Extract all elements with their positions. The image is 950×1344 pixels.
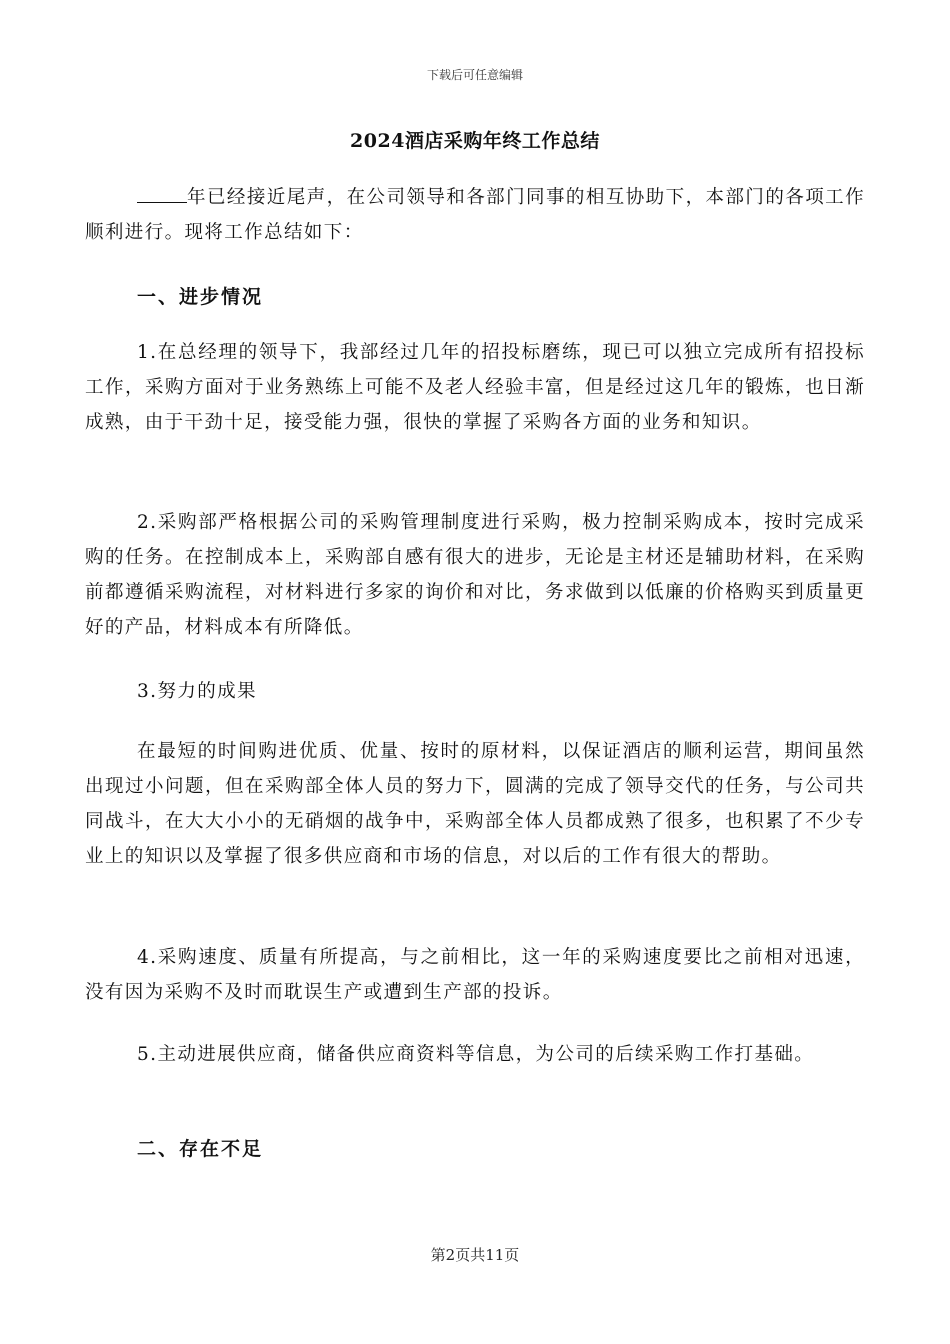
document-title: 2024酒店采购年终工作总结 xyxy=(350,130,600,152)
intro-text: 年已经接近尾声，在公司领导和各部门同事的相互协助下，本部门的各项工作顺利进行。现将工作总结如下： xyxy=(85,187,865,243)
section-heading-progress: 一、进步情况 xyxy=(137,286,264,308)
page-number: 第2页共11页 xyxy=(430,1246,520,1264)
paragraph-5: 5.主动进展供应商，储备供应商资料等信息，为公司的后续采购工作打基础。 xyxy=(137,1044,815,1065)
paragraph-3-title: 3.努力的成果 xyxy=(137,681,257,702)
paragraph-4: 4.采购速度、质量有所提高，与之前相比，这一年的采购速度要比之前相对迅速，没有因为采购不及时而耽误生产或遭到生产部的投诉。 xyxy=(85,947,865,1003)
paragraph-3-body: 在最短的时间购进优质、优量、按时的原材料，以保证酒店的顺利运营，期间虽然出现过小问题，但在采购部全体人员的努力下，圆满的完成了领导交代的任务，与公司共同战斗，在大大小小的无硝烟的战争中，采购部全体人员都成熟了很多，也积累了不少专业上的知识以及掌握了很多供应商和市场的信息，对以后的工作有很大的帮助。 xyxy=(85,741,865,867)
fill-blank xyxy=(137,184,187,203)
section-heading-shortcomings: 二、存在不足 xyxy=(137,1138,264,1160)
paragraph-2: 2.采购部严格根据公司的采购管理制度进行采购，极力控制采购成本，按时完成采购的任务。在控制成本上，采购部自感有很大的进步，无论是主材还是辅助材料，在采购前都遵循采购流程，对材料进行多家的询价和对比，务求做到以低廉的价格购买到质量更好的产品，材料成本有所降低。 xyxy=(85,512,865,638)
intro-paragraph xyxy=(85,180,865,250)
paragraph-1: 1.在总经理的领导下，我部经过几年的招投标磨练，现已可以独立完成所有招投标工作，采购方面对于业务熟练上可能不及老人经验丰富，但是经过这几年的锻炼，也日渐成熟，由于干劲十足，接受能力强，很快的掌握了采购各方面的业务和知识。 xyxy=(85,342,865,433)
header-note: 下载后可任意编辑 xyxy=(426,68,523,82)
